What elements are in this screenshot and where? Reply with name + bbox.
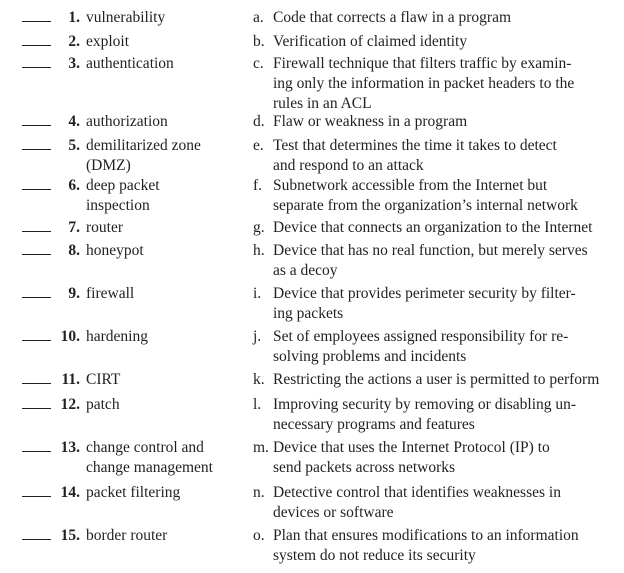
item-number: 5. <box>68 137 80 154</box>
definition <box>273 370 618 390</box>
definition <box>273 438 618 478</box>
term <box>86 136 236 176</box>
answer-blank[interactable] <box>22 231 51 232</box>
term <box>86 438 236 478</box>
term <box>86 176 236 216</box>
answer-blank[interactable] <box>22 451 51 452</box>
definition-line: system do not reduce its security <box>273 547 476 564</box>
definition-line: ing only the information in packet headers to the <box>273 75 575 92</box>
term <box>86 112 236 132</box>
definition-line: Restricting the actions a user is permitted to perform <box>273 371 600 388</box>
answer-blank[interactable] <box>22 297 51 298</box>
definition <box>273 112 618 132</box>
term <box>86 54 236 74</box>
item-number: 9. <box>68 285 80 302</box>
item-number: 12. <box>60 396 80 413</box>
definition <box>273 395 618 435</box>
term-line: border router <box>86 527 168 544</box>
term-line: change control and <box>86 439 204 456</box>
answer-blank[interactable] <box>22 496 51 497</box>
definition <box>273 32 618 52</box>
term <box>86 8 236 28</box>
item-number: 6. <box>68 177 80 194</box>
answer-blank[interactable] <box>22 67 51 68</box>
definition-line: solving problems and incidents <box>273 348 467 365</box>
definition-letter: o. <box>253 527 265 544</box>
term-line: authentication <box>86 55 174 72</box>
answer-blank[interactable] <box>22 149 51 150</box>
definition-line: and respond to an attack <box>273 157 424 174</box>
item-number: 3. <box>68 55 80 72</box>
answer-blank[interactable] <box>22 21 51 22</box>
definition-letter: d. <box>253 113 265 130</box>
answer-blank[interactable] <box>22 539 51 540</box>
definition <box>273 241 618 281</box>
answer-blank[interactable] <box>22 125 51 126</box>
item-number: 4. <box>68 113 80 130</box>
term <box>86 218 236 238</box>
definition-line: necessary programs and features <box>273 416 475 433</box>
term <box>86 526 236 546</box>
term <box>86 483 236 503</box>
definition-letter: n. <box>253 484 265 501</box>
term-line: authorization <box>86 113 168 130</box>
term-line: router <box>86 219 124 236</box>
definition-line: Device that provides perimeter security by filter- <box>273 285 576 302</box>
definition-letter: e. <box>253 137 264 154</box>
definition-line: send packets across networks <box>273 459 456 476</box>
term-line: demilitarized zone <box>86 137 201 154</box>
term-line: firewall <box>86 285 135 302</box>
definition-line: Test that determines the time it takes to detect <box>273 137 557 154</box>
answer-blank[interactable] <box>22 408 51 409</box>
definition-letter: g. <box>253 219 265 236</box>
definition-letter: f. <box>253 177 263 194</box>
definition-letter: l. <box>253 396 262 413</box>
definition-line: devices or software <box>273 504 394 521</box>
definition-letter: b. <box>253 33 265 50</box>
term-line: (DMZ) <box>86 157 131 174</box>
definition-letter: h. <box>253 242 265 259</box>
definition <box>273 284 618 324</box>
term-line: packet filtering <box>86 484 181 501</box>
item-number: 1. <box>68 9 80 26</box>
term-line: vulnerability <box>86 9 166 26</box>
definition-line: Set of employees assigned responsibility for re- <box>273 328 569 345</box>
term-line: honeypot <box>86 242 144 259</box>
definition-letter: i. <box>253 285 262 302</box>
definition-line: as a decoy <box>273 262 338 279</box>
definition-line: separate from the organization’s internal network <box>273 197 578 214</box>
answer-blank[interactable] <box>22 340 51 341</box>
item-number: 14. <box>60 484 80 501</box>
definition-letter: m. <box>253 439 269 456</box>
definition-letter: a. <box>253 9 264 26</box>
definition-line: Detective control that identifies weaknesses in <box>273 484 561 501</box>
answer-blank[interactable] <box>22 45 51 46</box>
item-number: 7. <box>68 219 80 236</box>
term <box>86 32 236 52</box>
answer-blank[interactable] <box>22 189 51 190</box>
definition <box>273 483 618 523</box>
item-number: 10. <box>60 328 80 345</box>
definition-line: rules in an ACL <box>273 95 372 112</box>
term <box>86 395 236 415</box>
definition-line: Firewall technique that filters traffic by examin- <box>273 55 572 72</box>
definition-line: Device that connects an organization to the Internet <box>273 219 593 236</box>
definition <box>273 8 618 28</box>
term-line: hardening <box>86 328 148 345</box>
definition <box>273 327 618 367</box>
definition <box>273 54 618 114</box>
item-number: 13. <box>60 439 80 456</box>
term <box>86 241 236 261</box>
term <box>86 284 236 304</box>
item-number: 15. <box>60 527 80 544</box>
item-number: 8. <box>68 242 80 259</box>
definition-line: ing packets <box>273 305 344 322</box>
term-line: deep packet <box>86 177 160 194</box>
definition-line: Subnetwork accessible from the Internet but <box>273 177 548 194</box>
definition-line: Code that corrects a flaw in a program <box>273 9 512 26</box>
term-line: inspection <box>86 197 150 214</box>
definition <box>273 176 618 216</box>
definition-letter: j. <box>253 328 262 345</box>
term <box>86 327 236 347</box>
term-line: change management <box>86 459 213 476</box>
definition <box>273 218 618 238</box>
definition-line: Device that has no real function, but merely serves <box>273 242 588 259</box>
term-line: CIRT <box>86 371 121 388</box>
item-number: 2. <box>68 33 80 50</box>
definition-line: Verification of claimed identity <box>273 33 468 50</box>
term-line: patch <box>86 396 120 413</box>
item-number: 11. <box>61 371 80 388</box>
definition <box>273 526 618 566</box>
definition-line: Flaw or weakness in a program <box>273 113 468 130</box>
term <box>86 370 236 390</box>
answer-blank[interactable] <box>22 383 51 384</box>
definition-line: Plan that ensures modifications to an information <box>273 527 579 544</box>
definition-letter: k. <box>253 371 265 388</box>
definition-letter: c. <box>253 55 264 72</box>
answer-blank[interactable] <box>22 254 51 255</box>
term-line: exploit <box>86 33 130 50</box>
definition-line: Improving security by removing or disabling un- <box>273 396 577 413</box>
definition-line: Device that uses the Internet Protocol (IP) to <box>273 439 550 456</box>
definition <box>273 136 618 176</box>
